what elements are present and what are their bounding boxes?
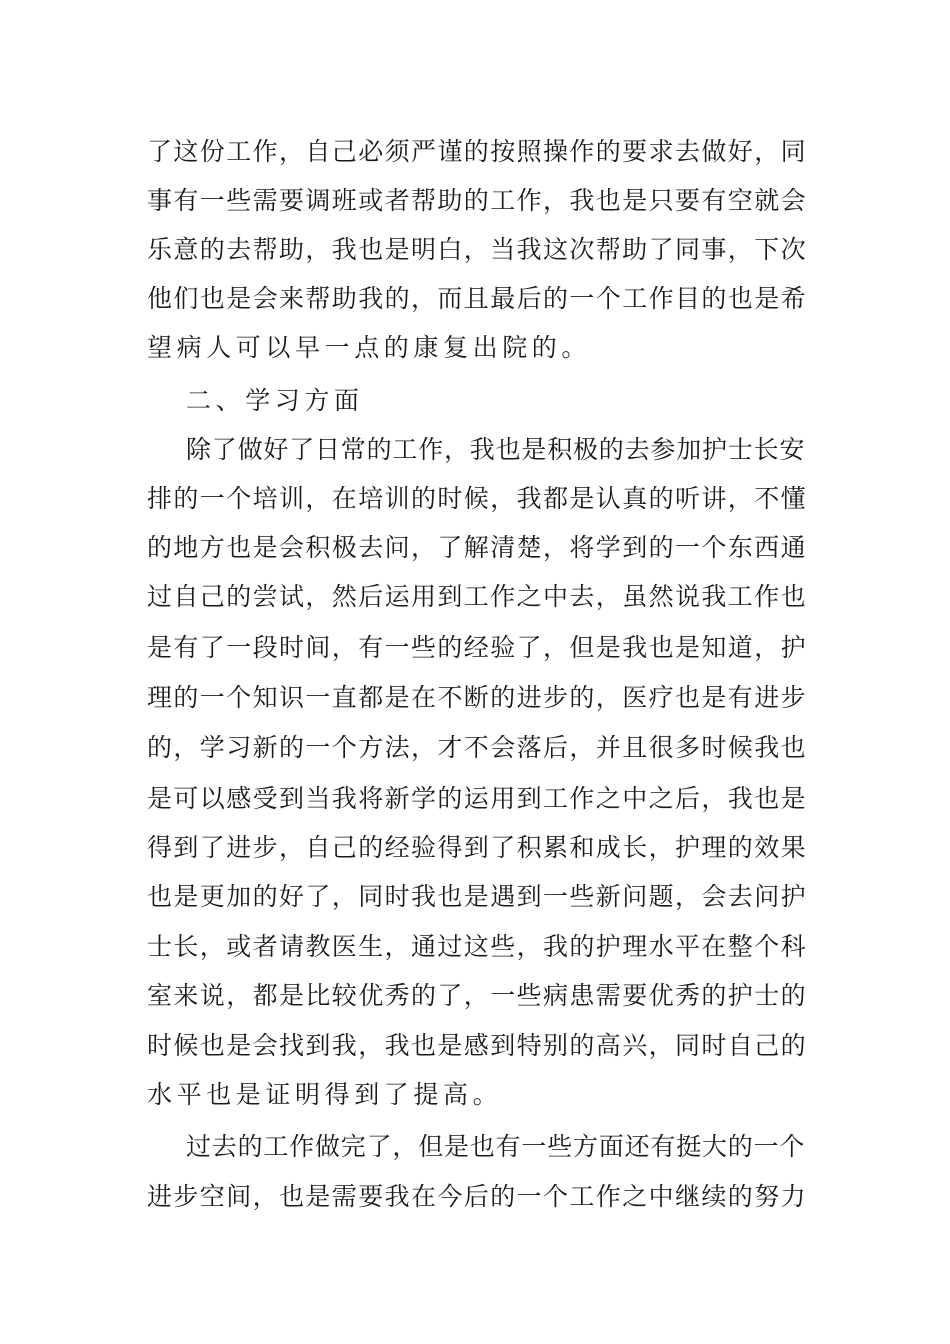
paragraph-start-line: 除了做好了日常的工作，我也是积极的去参加护士长安 <box>186 435 806 464</box>
text-line: 是可以感受到当我将新学的运用到工作之中之后，我也是 <box>147 784 808 813</box>
text-line: 乐意的去帮助，我也是明白，当我这次帮助了同事，下次 <box>147 235 808 264</box>
text-line: 望病人可以早一点的康复出院的。 <box>147 333 592 362</box>
text-line: 室来说，都是比较优秀的了，一些病患需要优秀的护士的 <box>147 981 808 1010</box>
text-line: 士长，或者请教医生，通过这些，我的护理水平在整个科 <box>147 932 808 961</box>
text-line: 时候也是会找到我，我也是感到特别的高兴，同时自己的 <box>147 1031 808 1060</box>
text-line: 理的一个知识一直都是在不断的进步的，医疗也是有进步 <box>147 683 808 712</box>
text-line: 进步空间，也是需要我在今后的一个工作之中继续的努力 <box>147 1182 808 1211</box>
text-line: 是有了一段时间，有一些的经验了，但是我也是知道，护 <box>147 633 808 662</box>
text-line: 的，学习新的一个方法，才不会落后，并且很多时候我也 <box>147 733 808 762</box>
text-line: 也是更加的好了，同时我也是遇到一些新问题，会去问护 <box>147 882 808 911</box>
text-line: 了这份工作，自己必须严谨的按照操作的要求去做好，同 <box>147 137 808 166</box>
text-line: 事有一些需要调班或者帮助的工作，我也是只要有空就会 <box>147 186 808 215</box>
text-line: 得到了进步，自己的经验得到了积累和成长，护理的效果 <box>147 833 808 862</box>
text-line: 过自己的尝试，然后运用到工作之中去，虽然说我工作也 <box>147 582 808 611</box>
text-line: 他们也是会来帮助我的，而且最后的一个工作目的也是希 <box>147 284 808 313</box>
paragraph-start-line: 过去的工作做完了，但是也有一些方面还有挺大的一个 <box>186 1132 806 1161</box>
text-line: 水平也是证明得到了提高。 <box>147 1080 503 1109</box>
section-heading: 二、学习方面 <box>186 386 364 415</box>
text-line: 排的一个培训，在培训的时候，我都是认真的听讲，不懂 <box>147 484 808 513</box>
text-line: 的地方也是会积极去问，了解清楚，将学到的一个东西通 <box>147 533 808 562</box>
